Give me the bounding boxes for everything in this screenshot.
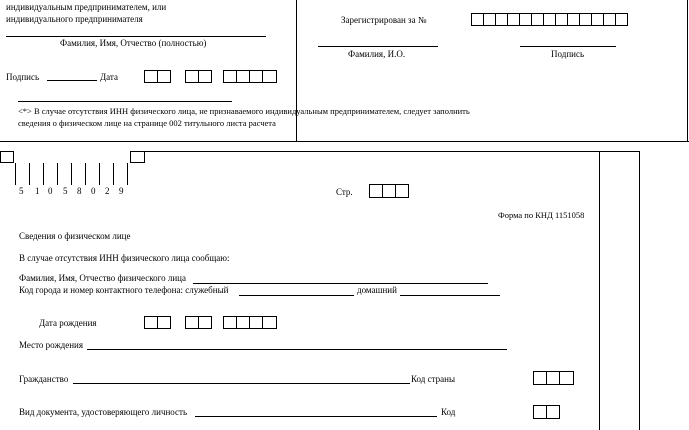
country-code-cell[interactable] xyxy=(533,371,547,385)
signature-label: Подпись xyxy=(6,72,40,82)
footnote-separator xyxy=(18,101,232,102)
date-cell[interactable] xyxy=(157,70,171,83)
document-code-label: Код xyxy=(441,407,456,417)
signature-field[interactable] xyxy=(47,80,97,81)
entrepreneur-line-1: индивидуальным предпринимателем, или xyxy=(6,2,167,12)
fio-full-caption: Фамилия, Имя, Отчество (полностью) xyxy=(60,38,207,48)
footnote-line-1: <*> В случае отсутствия ИНН физического лица, не признаваемого индивидуальным предпринимателем, следует заполнить xyxy=(18,106,470,116)
birth-date-label: Дата рождения xyxy=(39,318,97,328)
fio-full-field[interactable] xyxy=(6,36,266,37)
top-vertical-divider xyxy=(296,0,297,141)
barcode-digit: 5 xyxy=(19,186,24,196)
barcode-digit: 5 xyxy=(63,186,68,196)
barcode-bar xyxy=(71,163,72,185)
birth-date-cell[interactable] xyxy=(157,316,171,329)
no-inn-notice: В случае отсутствия ИНН физического лица сообщаю: xyxy=(19,253,230,263)
barcode-digit: 0 xyxy=(48,186,53,196)
registrar-fio-field[interactable] xyxy=(318,46,438,47)
birth-date-cell[interactable] xyxy=(185,316,199,329)
reg-number-cell[interactable] xyxy=(615,13,628,26)
barcode-bar xyxy=(57,163,58,185)
birth-date-cell[interactable] xyxy=(198,316,212,329)
barcode-digit: 2 xyxy=(105,186,110,196)
registrar-signature-caption: Подпись xyxy=(551,49,585,59)
barcode-digit: 9 xyxy=(119,186,124,196)
phone-work-field[interactable] xyxy=(239,295,354,296)
phone-home-label: домашний xyxy=(357,285,397,295)
barcode-bar xyxy=(15,163,16,185)
page2-inner-right-line xyxy=(599,151,600,430)
person-fio-field[interactable] xyxy=(193,283,488,284)
barcode-bar xyxy=(43,163,44,185)
barcode-bar xyxy=(127,163,128,185)
birth-date-cell[interactable] xyxy=(223,316,237,329)
page2-top-border xyxy=(130,151,640,152)
date-cell[interactable] xyxy=(249,70,263,83)
date-cell[interactable] xyxy=(198,70,212,83)
country-code-cell[interactable] xyxy=(559,371,574,385)
registrar-fio-caption: Фамилия, И.О. xyxy=(348,49,406,59)
person-fio-label: Фамилия, Имя, Отчество физического лица xyxy=(19,273,186,283)
page-number-cell[interactable] xyxy=(382,184,396,198)
barcode-bar xyxy=(85,163,86,185)
barcode-digit: 0 xyxy=(91,186,96,196)
birth-date-cell[interactable] xyxy=(144,316,158,329)
barcode-bar xyxy=(99,163,100,185)
date-cell[interactable] xyxy=(223,70,237,83)
barcode-digit: 1 xyxy=(35,186,40,196)
birth-place-label: Место рождения xyxy=(19,340,84,350)
document-code-cell[interactable] xyxy=(546,405,560,419)
top-bottom-border xyxy=(0,141,689,142)
page-number-cell[interactable] xyxy=(395,184,409,198)
entrepreneur-line-2: индивидуального предпринимателя xyxy=(6,14,143,24)
registrar-signature-field[interactable] xyxy=(520,46,616,47)
document-type-label: Вид документа, удостоверяющего личность xyxy=(19,407,188,417)
document-code-cell[interactable] xyxy=(533,405,547,419)
birth-date-cell[interactable] xyxy=(249,316,263,329)
phone-work-label: Код города и номер контактного телефона: служебный xyxy=(19,285,229,295)
registered-label: Зарегистрирован за № xyxy=(341,15,427,25)
barcode-bar xyxy=(29,163,30,185)
birth-place-field[interactable] xyxy=(87,349,507,350)
page2-right-border xyxy=(639,151,640,430)
citizenship-label: Гражданство xyxy=(19,374,69,384)
date-cell[interactable] xyxy=(144,70,158,83)
birth-date-cell[interactable] xyxy=(262,316,277,329)
form-code: Форма по КНД 1151058 xyxy=(498,210,585,220)
corner-marker-right xyxy=(130,151,145,163)
date-cell[interactable] xyxy=(262,70,277,83)
document-type-field[interactable] xyxy=(195,416,437,417)
phone-home-field[interactable] xyxy=(400,295,500,296)
top-right-border xyxy=(687,0,688,141)
barcode-digit: 8 xyxy=(77,186,82,196)
corner-marker-left xyxy=(0,151,14,163)
country-code-cell[interactable] xyxy=(546,371,560,385)
footnote-line-2: сведения о физическом лице на странице 002 титульного листа расчета xyxy=(18,118,276,128)
birth-date-cell[interactable] xyxy=(236,316,250,329)
date-label: Дата xyxy=(100,72,118,82)
barcode-bar xyxy=(113,163,114,185)
date-cell[interactable] xyxy=(185,70,199,83)
section-title: Сведения о физическом лице xyxy=(19,231,131,241)
date-cell[interactable] xyxy=(236,70,250,83)
page-number-cell[interactable] xyxy=(369,184,383,198)
citizenship-field[interactable] xyxy=(73,383,410,384)
country-code-label: Код страны xyxy=(411,374,456,384)
page-number-label: Стр. xyxy=(336,187,353,197)
